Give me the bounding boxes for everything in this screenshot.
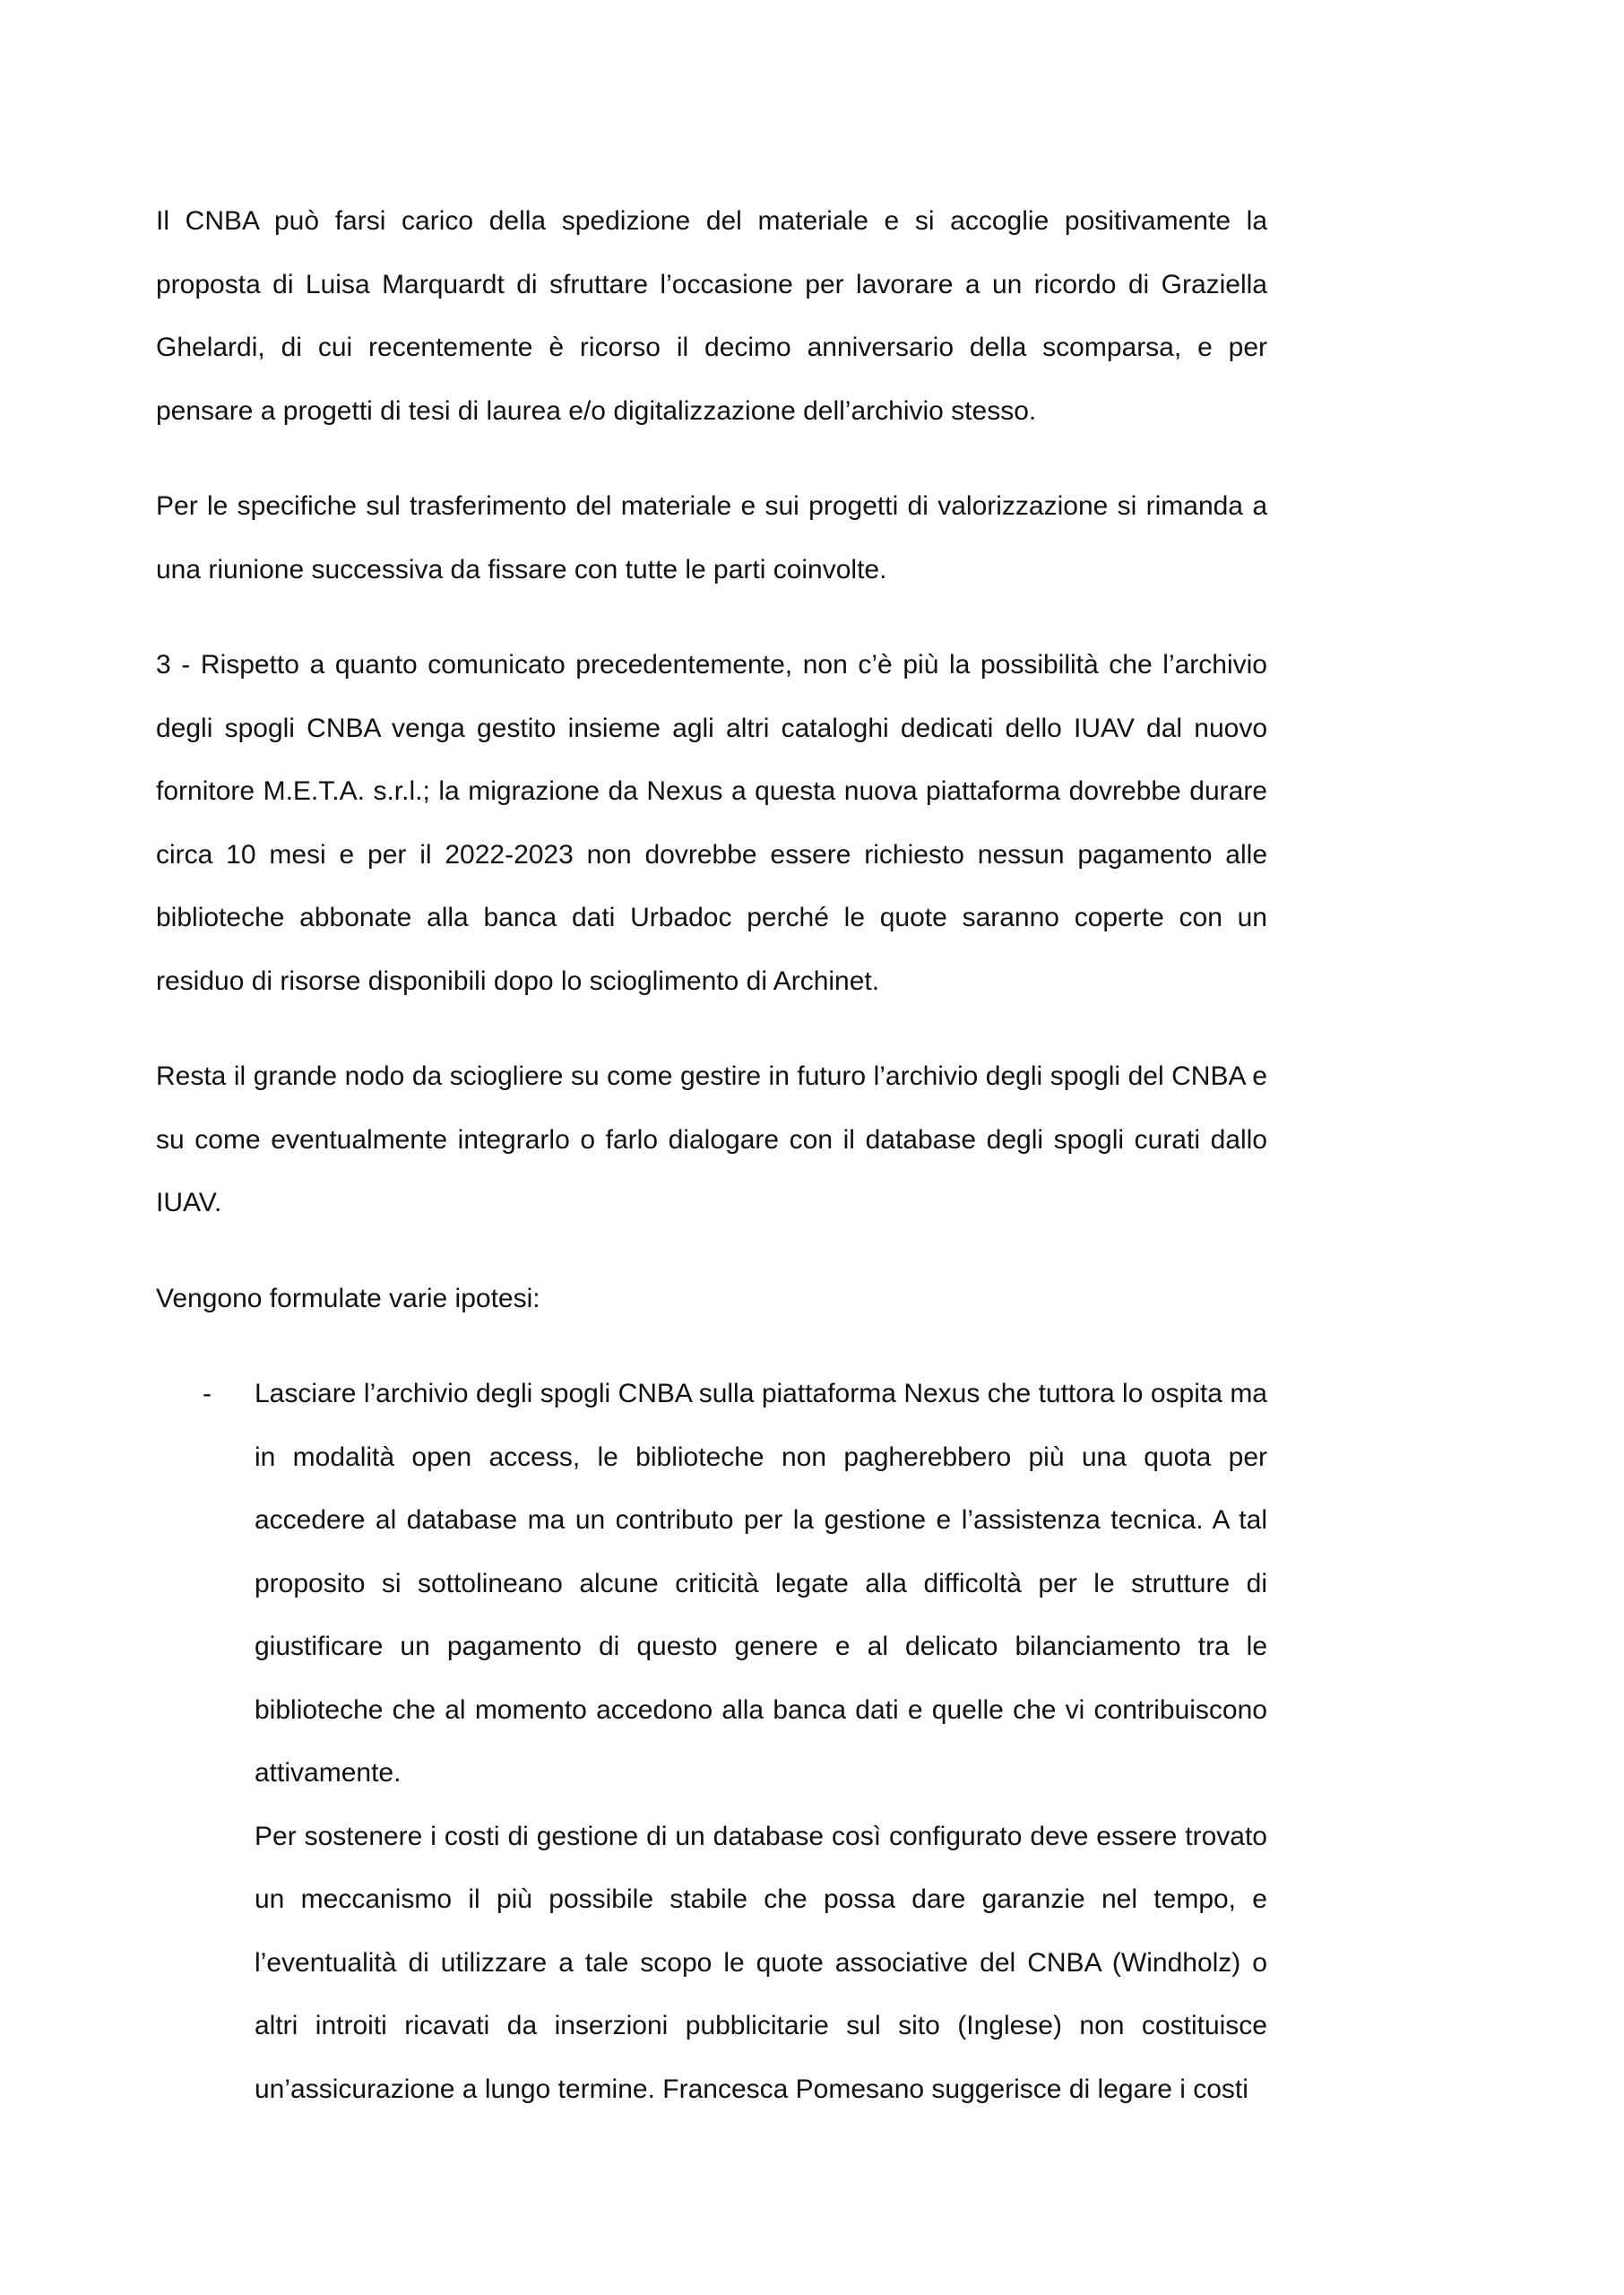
ipotesi-list <box>156 1363 1267 2121</box>
list-bullet: - <box>203 1379 212 1408</box>
paragraph-ipotesi-intro: Vengono formulate varie ipotesi: <box>156 1283 540 1313</box>
paragraph-punto-3-migrazione: 3 - Rispetto a quanto comunicato precedentemente, non c’è più la possibilità che l’archivio degli spogli CNBA venga gestito insieme agli altri cataloghi dedicati dello IUAV dal nuovo fornitore M.E.T.A. s.r.l.; la migrazione da Nexus a questa nuova piattaforma dovrebbe durare circa 10 mesi e per il 2022-2023 non dovrebbe essere richiesto nessun pagamento alle biblioteche abbonate alla banca dati Urbadoc perché le quote saranno coperte con un residuo di risorse disponibili dopo lo scioglimento di Archinet. <box>156 650 1267 996</box>
list-item <box>156 1363 1267 2121</box>
document-body <box>156 190 1267 2121</box>
paragraph-nodo-archivio: Resta il grande nodo da sciogliere su come gestire in futuro l’archivio degli spogli del CNBA e su come eventualmente integrarlo o farlo dialogare con il database degli spogli curati dallo IUAV. <box>156 1061 1267 1217</box>
list-item-paragraph-costi: Per sostenere i costi di gestione di un database così configurato deve essere trovato un meccanismo il più possibile stabile che possa dare garanzie nel tempo, e l’eventualità di utilizzare a tale scopo le quote associative del CNBA (Windholz) o altri introiti ricavati da inserzioni pubblicitarie sul sito (Inglese) non costituisce un’assicurazione a lungo termine. Francesca Pomesano suggerisce di legare i costi <box>255 1821 1267 2104</box>
list-item-paragraph-nexus: Lasciare l’archivio degli spogli CNBA sulla piattaforma Nexus che tuttora lo ospita ma in modalità open access, le biblioteche non pagherebbero più una quota per accedere al database ma un contributo per la gestione e l’assistenza tecnica. A tal proposito si sottolineano alcune criticità legate alla difficoltà per le strutture di giustificare un pagamento di questo genere e al delicato bilanciamento tra le biblioteche che al momento accedono alla banca dati e quelle che vi contribuiscono attivamente. <box>255 1379 1267 1788</box>
paragraph-riunione-successiva: Per le specifiche sul trasferimento del materiale e sui progetti di valorizzazione si rimanda a una riunione successiva da fissare con tutte le parti coinvolte. <box>156 491 1267 585</box>
paragraph-spedizione-materiale: Il CNBA può farsi carico della spedizione del materiale e si accoglie positivamente la proposta di Luisa Marquardt di sfruttare l’occasione per lavorare a un ricordo di Graziella Ghelardi, di cui recentemente è ricorso il decimo anniversario della scomparsa, e per pensare a progetti di tesi di laurea e/o digitalizzazione dell’archivio stesso. <box>156 206 1267 426</box>
